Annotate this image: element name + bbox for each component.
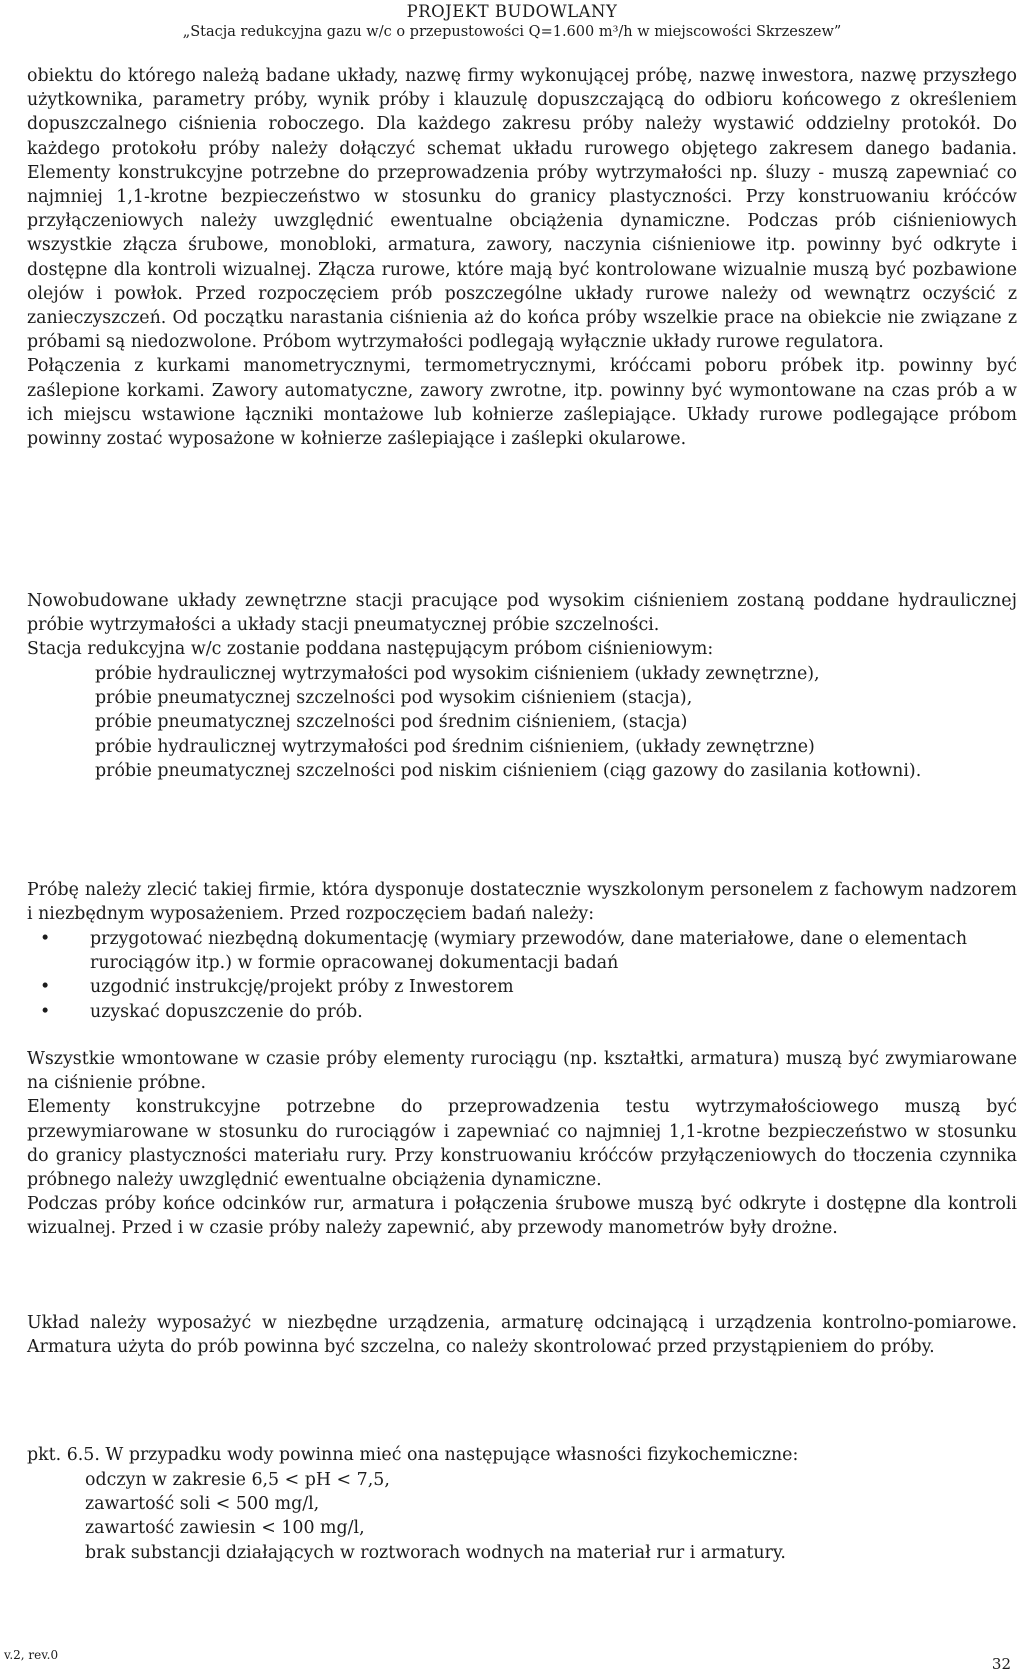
paragraph: Wszystkie wmontowane w czasie próby elementy rurociągu (np. kształtki, armatura) muszą być zwymiarowane na ciśnienie próbne.	[27, 1049, 1017, 1094]
preparation-bullets	[27, 927, 1017, 1024]
bullet-text: przygotować niezbędną dokumentację (wymiary przewodów, dane materiałowe, dane o elementach rurociągów itp.) w formie opracowanej dokumentacji badań	[90, 929, 968, 974]
header-title: PROJEKT BUDOWLANY	[406, 2, 618, 21]
bullet-item	[27, 975, 1017, 999]
bullet-item	[27, 927, 1017, 975]
section-equipment	[27, 1311, 1017, 1359]
section-contractor	[27, 878, 1017, 926]
bullet-text: uzgodnić instrukcję/projekt próby z Inwestorem	[90, 977, 514, 998]
bullet-icon: •	[40, 929, 51, 949]
paragraph: obiektu do którego należą badane układy, nazwę firmy wykonującej próbę, nazwę inwestora, nazwę przyszłego użytkownika, parametry próby, wynik próby i klauzulę dopuszczającą do odbioru końcowego z określeniem dopuszczalnego ciśnienia roboczego. Dla każdego zakresu próby należy wystawić oddzielny protokół. Do każdego protokołu próby należy dołączyć schemat układu rurowego objętego zakresem danego badania. Elementy konstrukcyjne potrzebne do przeprowadzenia próby wytrzymałości np. śluzy - muszą zapewniać co najmniej 1,1-krotne bezpieczeństwo w stosunku do granicy plastyczności. Przy konstruowaniu króćców przyłączeniowych należy uwzględnić ewentualne obciążenia dynamiczne. Podczas prób ciśnieniowych wszystkie złącza śrubowe, monobloki, armatura, zawory, naczynia ciśnieniowe itp. powinny być odkryte i dostępne dla kontroli wizualnej. Złącza rurowe, które mają być kontrolowane wizualnie muszą być pozbawione olejów i powłok. Przed rozpoczęciem prób poszczególne układy rurowe należy od wewnątrz oczyścić z zanieczyszczeń. Od początku narastania ciśnienia aż do końca próby wszelkie prace na obiekcie nie związane z próbami są niedozwolone. Próbom wytrzymałości podlegają wyłącznie układy rurowe regulatora.	[27, 66, 1017, 353]
section-pressure-tests	[27, 589, 1017, 662]
section-water-requirements	[27, 1443, 1017, 1467]
list-item: brak substancji działających w roztworach wodnych na materiał rur i armatury.	[85, 1542, 786, 1563]
list-item: próbie hydraulicznej wytrzymałości pod wysokim ciśnieniem (układy zewnętrzne),	[95, 664, 820, 684]
section-test-protocols	[27, 64, 1017, 451]
paragraph: Podczas próby końce odcinków rur, armatura i połączenia śrubowe muszą być odkryte i dostępne dla kontroli wizualnej. Przed i w czasie próby należy zapewnić, aby przewody manometrów były drożne.	[27, 1194, 1017, 1239]
section-elements	[27, 1047, 1017, 1241]
version-label: v.2, rev.0	[4, 1648, 59, 1662]
page-number: 32	[991, 1655, 1011, 1673]
bullet-icon: •	[40, 1001, 51, 1022]
list-item: próbie pneumatycznej szczelności pod niskim ciśnieniem (ciąg gazowy do zasilania kotłowni).	[95, 760, 922, 781]
bullet-text: uzyskać dopuszczenie do prób.	[90, 1001, 363, 1022]
paragraph: Stacja redukcyjna w/c zostanie poddana następującym próbom ciśnieniowym:	[27, 639, 714, 660]
list-item: próbie pneumatycznej szczelności pod wysokim ciśnieniem (stacja),	[95, 688, 693, 709]
list-item: próbie pneumatycznej szczelności pod średnim ciśnieniem, (stacja)	[95, 712, 688, 733]
page-header	[0, 0, 1024, 42]
list-item: zawartość zawiesin < 100 mg/l,	[85, 1518, 365, 1539]
paragraph: Układ należy wyposażyć w niezbędne urządzenia, armaturę odcinającą i urządzenia kontrolno-pomiarowe. Armatura użyta do prób powinna być szczelna, co należy skontrolować przed przystąpieniem do próby.	[27, 1313, 1017, 1358]
paragraph: Połączenia z kurkami manometrycznymi, termometrycznymi, króćcami poboru próbek itp. powinny być zaślepione korkami. Zawory automatyczne, zawory zwrotne, itp. powinny być wymontowane na czas prób a w ich miejscu wstawione łączniki montażowe lub kołnierze zaślepiające. Układy rurowe podlegające próbom powinny zostać wyposażone w kołnierze zaślepiające i zaślepki okularowe.	[27, 356, 1017, 450]
header-subtitle: „Stacja redukcyjna gazu w/c o przepustowości Q=1.600 m³/h w miejscowości Skrzeszew”	[182, 24, 842, 40]
paragraph: Elementy konstrukcyjne potrzebne do przeprowadzenia testu wytrzymałościowego muszą być przewymiarowane w stosunku do rurociągów i zapewniać co najmniej 1,1-krotne bezpieczeństwo w stosunku do granicy plastyczności materiału rury. Przy konstruowaniu króćców przyłączeniowych do tłoczenia czynnika próbnego należy uwzględnić ewentualne obciążenia dynamiczne.	[27, 1097, 1017, 1191]
list-item: zawartość soli < 500 mg/l,	[85, 1494, 320, 1515]
paragraph: Nowobudowane układy zewnętrzne stacji pracujące pod wysokim ciśnieniem zostaną poddane hydraulicznej próbie wytrzymałości a układy stacji pneumatycznej próbie szczelności.	[27, 591, 1017, 636]
test-list	[95, 662, 921, 783]
bullet-item	[27, 1000, 1017, 1024]
list-item: próbie hydraulicznej wytrzymałości pod średnim ciśnieniem, (układy zewnętrzne)	[95, 736, 815, 757]
bullet-icon: •	[40, 977, 51, 998]
section-heading: pkt. 6.5. W przypadku wody powinna mieć ona następujące własności fizykochemiczne:	[27, 1445, 799, 1465]
water-properties-list	[85, 1468, 786, 1565]
list-item: odczyn w zakresie 6,5 < pH < 7,5,	[85, 1470, 390, 1490]
paragraph: Próbę należy zlecić takiej firmie, która dysponuje dostatecznie wyszkolonym personelem z fachowym nadzorem i niezbędnym wyposażeniem. Przed rozpoczęciem badań należy:	[27, 880, 1017, 925]
